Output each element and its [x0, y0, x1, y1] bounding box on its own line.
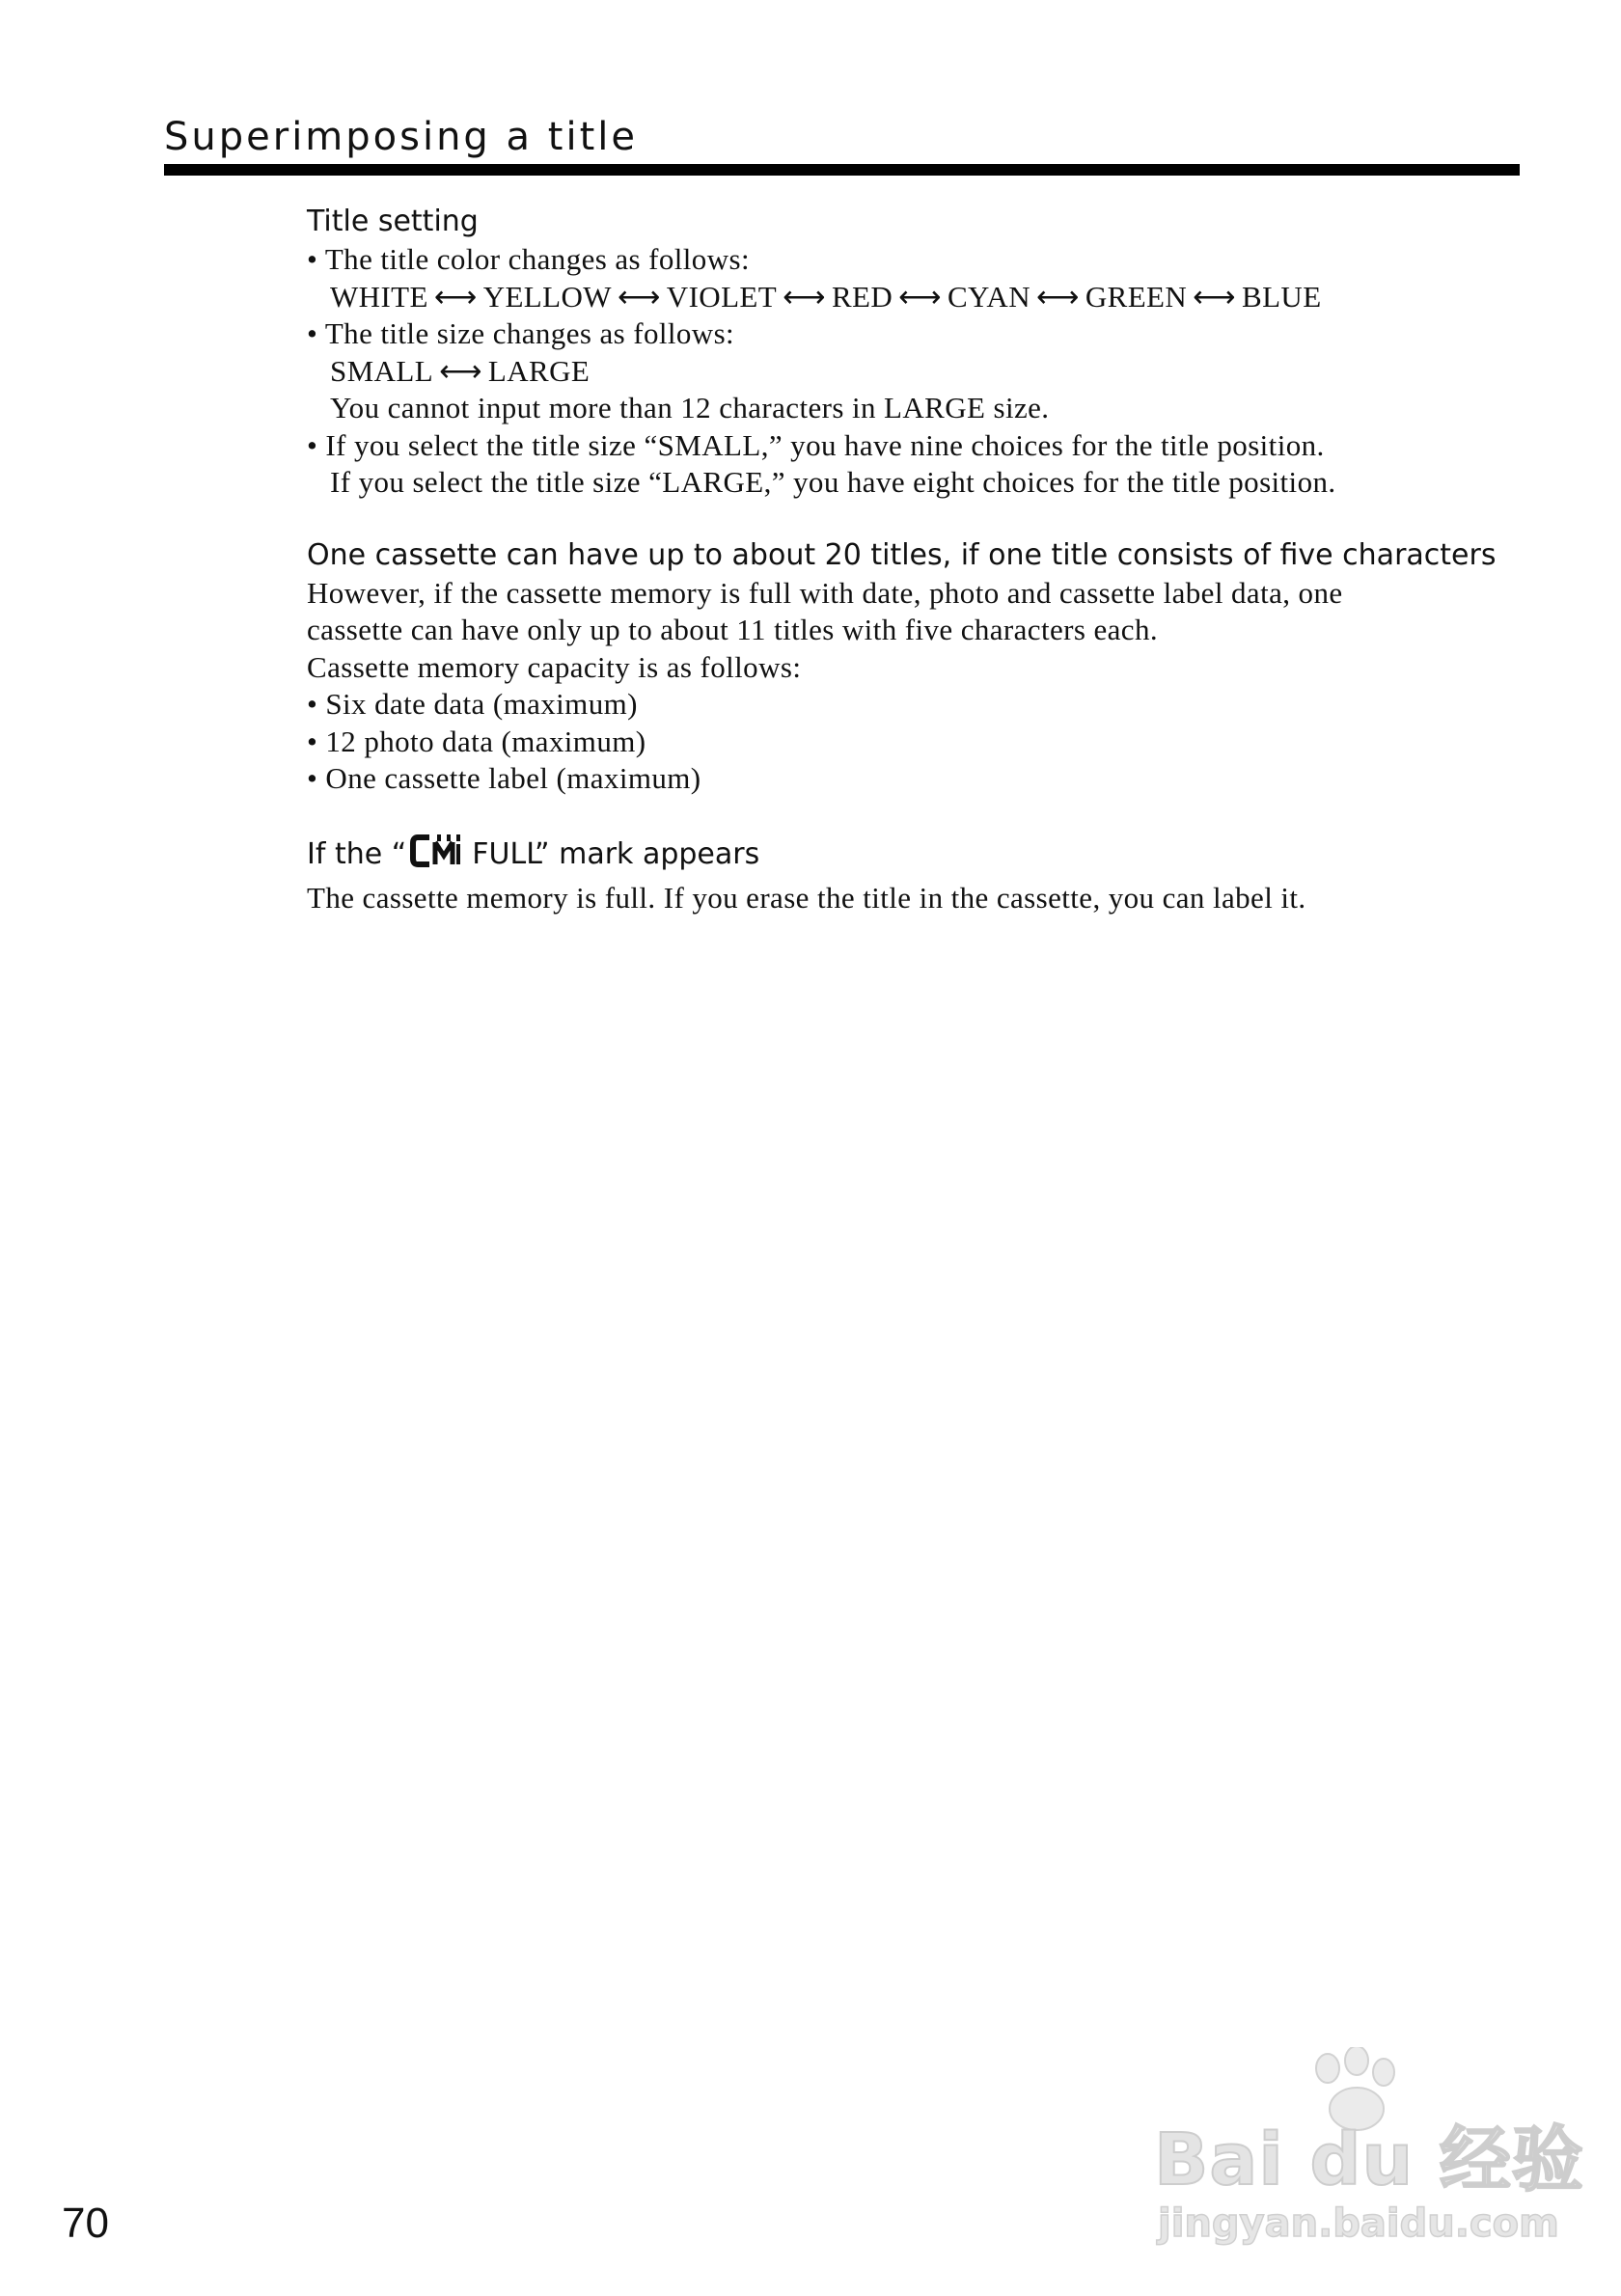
color-item: VIOLET — [666, 279, 778, 314]
paragraph-line: Cassette memory capacity is as follows: — [307, 649, 802, 684]
section-gap — [307, 502, 1525, 536]
heading-full-mark — [307, 833, 1525, 880]
color-item: GREEN — [1085, 279, 1188, 314]
bullet-title-position-cont: If you select the title size “LARGE,” you have eight choices for the title position. — [330, 465, 1336, 499]
bullet-title-size: • The title size changes as follows: — [307, 316, 735, 350]
double-arrow-icon: ⟷ — [898, 279, 942, 314]
color-item: YELLOW — [482, 279, 612, 314]
list-item: • 12 photo data (maximum) — [307, 724, 646, 758]
list-item: • Six date data (maximum) — [307, 687, 638, 721]
watermark-url: jingyan.baidu.com — [1158, 2201, 1559, 2246]
heading-full-before: If the “ — [307, 836, 407, 871]
double-arrow-icon: ⟷ — [1193, 279, 1237, 314]
heading-full-after: FULL” mark appears — [472, 836, 760, 871]
heading-capacity: One cassette can have up to about 20 titles, if one title consists of five characters — [307, 537, 1497, 572]
paragraph-line: cassette can have only up to about 11 titles with five characters each. — [307, 613, 1159, 646]
double-arrow-icon: ⟷ — [433, 279, 478, 314]
double-arrow-icon: ⟷ — [1036, 279, 1080, 314]
heading-title-setting: Title setting — [307, 205, 479, 238]
bullet-title-color: • The title color changes as follows: — [307, 242, 750, 276]
title-rule — [164, 164, 1520, 176]
large-size-note: You cannot input more than 12 characters in LARGE size. — [330, 391, 1050, 424]
double-arrow-icon: ⟷ — [439, 353, 482, 388]
double-arrow-icon: ⟷ — [617, 279, 661, 314]
color-item: RED — [831, 279, 893, 314]
color-sequence — [307, 279, 1525, 316]
cassette-memory-icon — [410, 833, 464, 880]
page-title: Superimposing a title — [164, 115, 638, 159]
paragraph-line: The cassette memory is full. If you erase the title in the cassette, you can label it. — [307, 880, 1306, 915]
section-gap — [307, 798, 1525, 833]
size-sequence — [307, 353, 1525, 391]
baidu-watermark — [1154, 2047, 1584, 2259]
paragraph-line: However, if the cassette memory is full with date, photo and cassette label data, one — [307, 575, 1343, 610]
bullet-title-position: • If you select the title size “SMALL,” you have nine choices for the title position. — [307, 427, 1325, 462]
page-number: 70 — [62, 2200, 109, 2247]
content — [307, 203, 1525, 916]
double-arrow-icon: ⟷ — [783, 279, 826, 314]
color-item: BLUE — [1242, 279, 1322, 314]
size-item: LARGE — [487, 353, 591, 388]
watermark-logo: Bai du 经验 — [1154, 2118, 1584, 2201]
list-item: • One cassette label (maximum) — [307, 761, 701, 795]
color-item: CYAN — [947, 279, 1030, 314]
color-item: WHITE — [330, 279, 428, 314]
size-item: SMALL — [330, 353, 434, 388]
